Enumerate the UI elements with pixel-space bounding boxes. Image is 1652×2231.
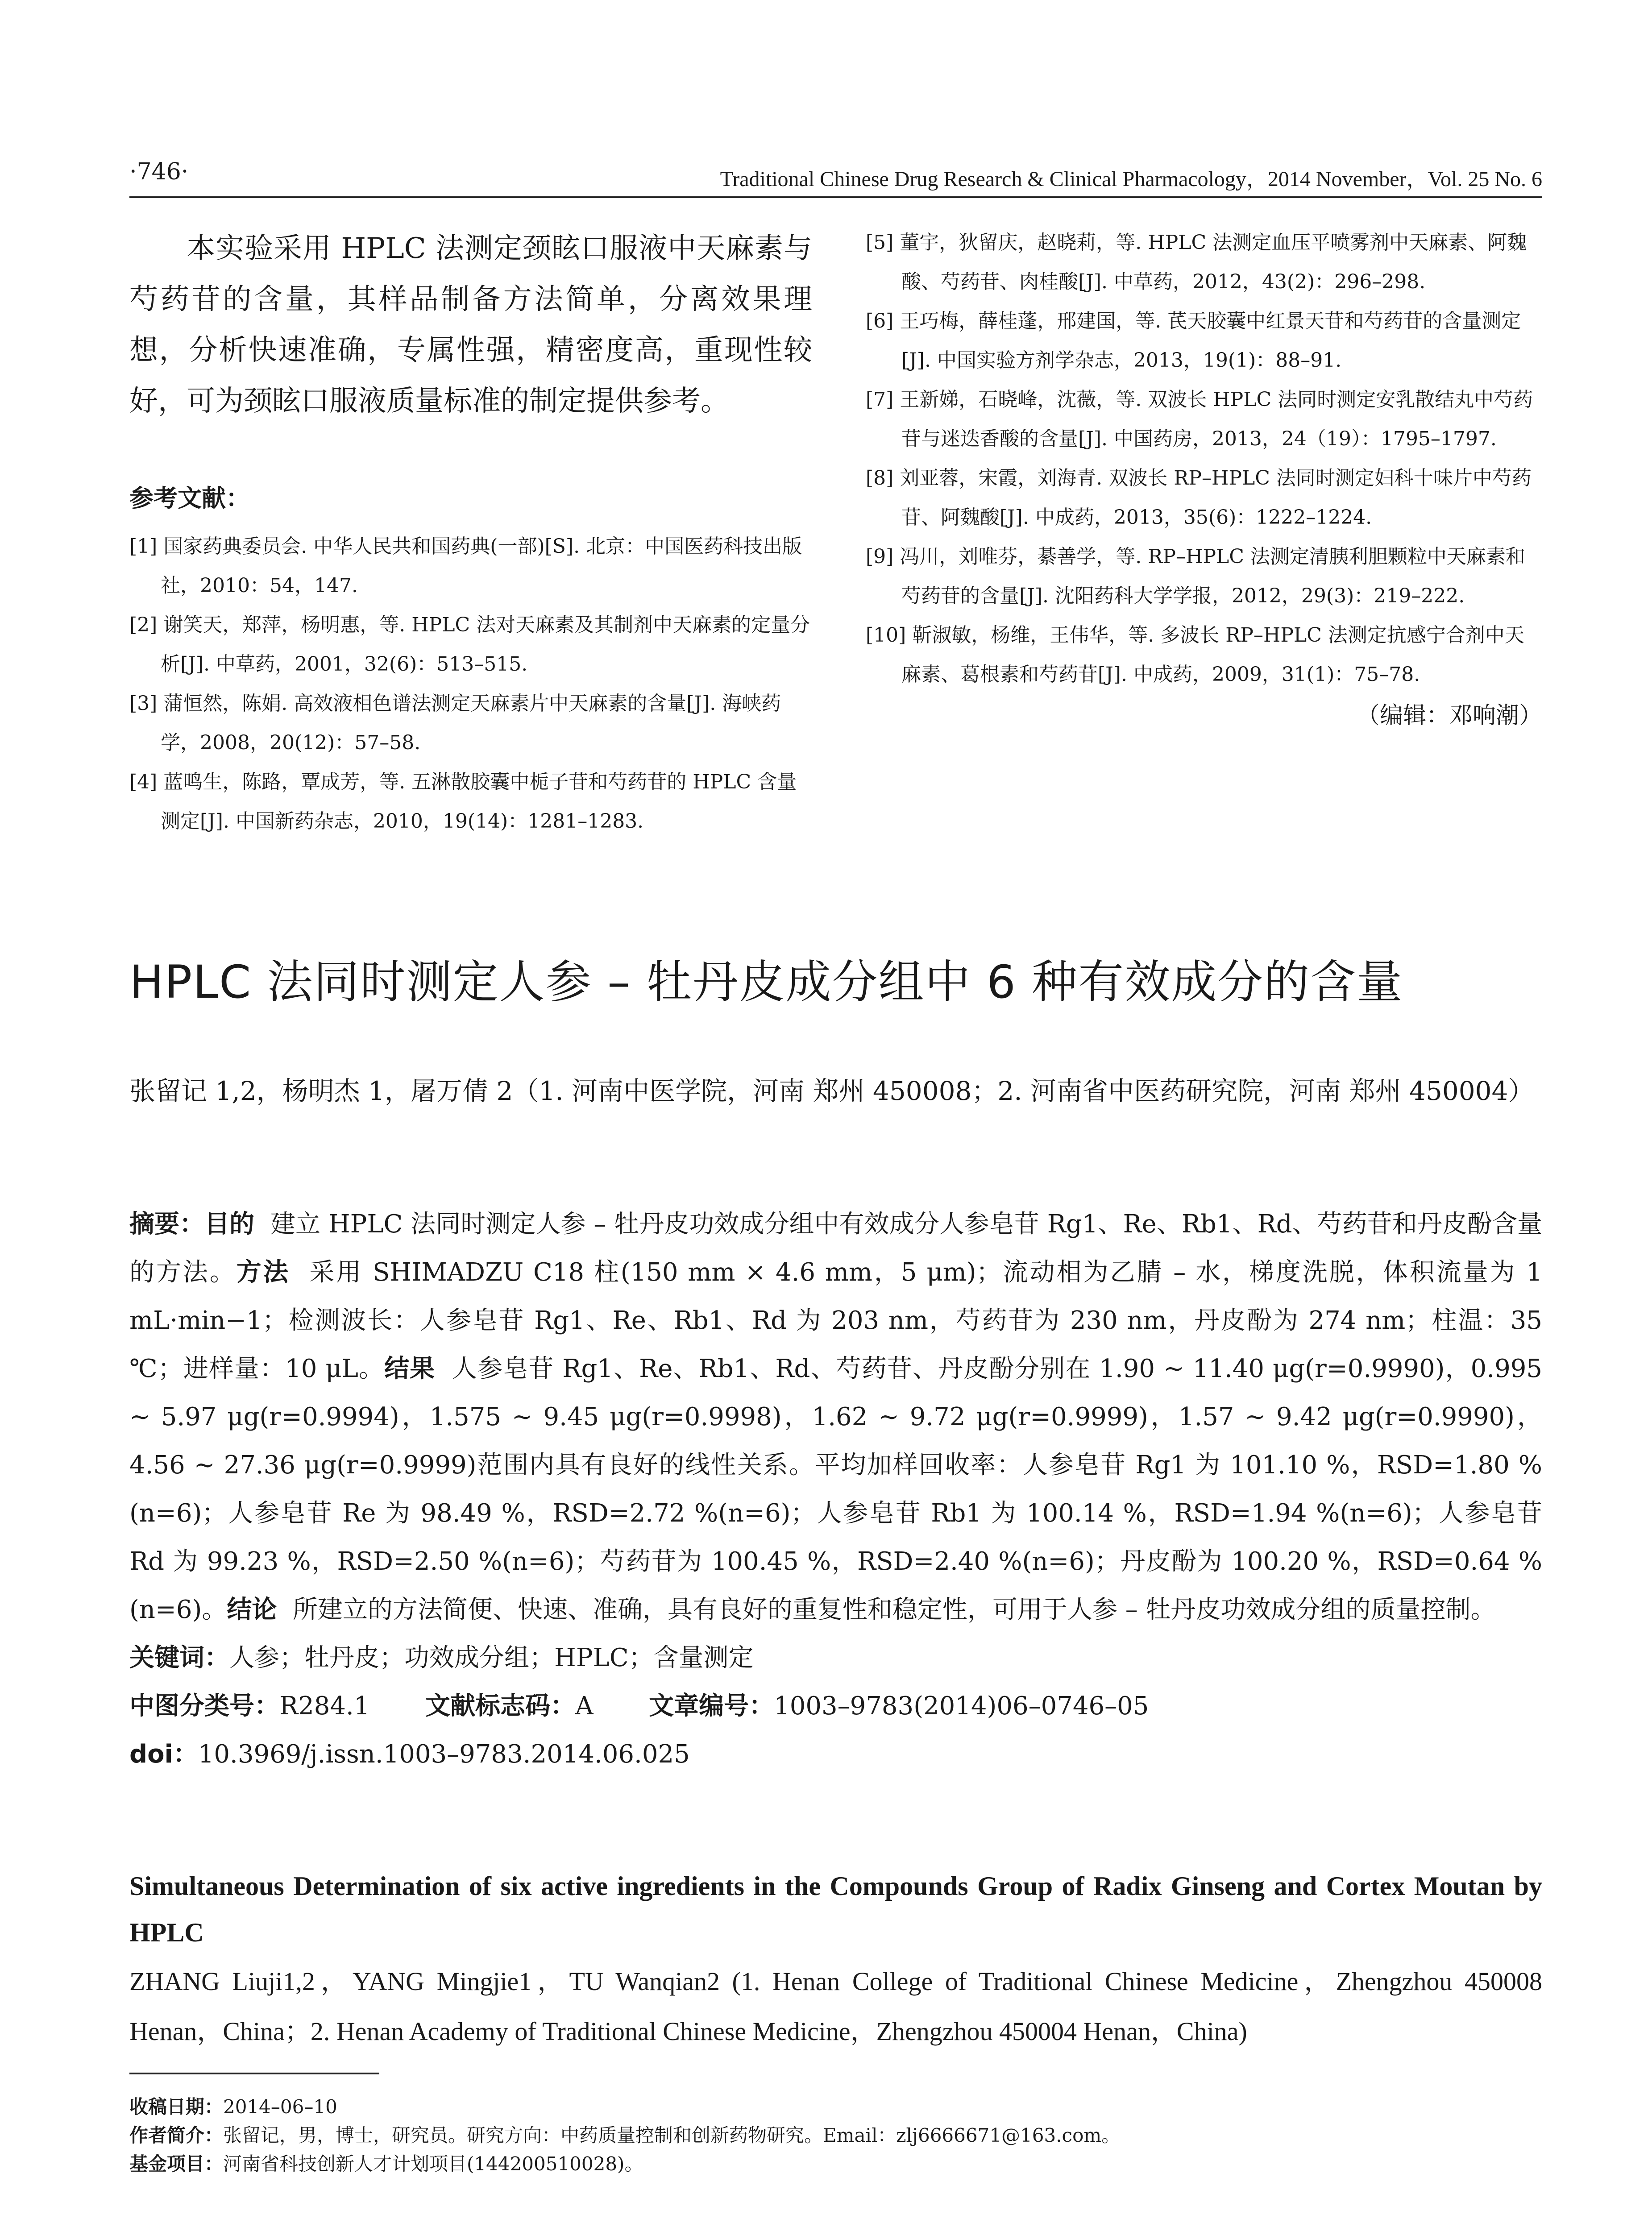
reference-item: [2] 谢笑天，郑萍，杨明惠，等. HPLC 法对天麻素及其制剂中天麻素的定量分析[J]. 中草药，2001，32(6)：513–515. bbox=[129, 614, 810, 676]
article-title: HPLC 法同时测定人参 – 牡丹皮成分组中 6 种有效成分的含量 bbox=[129, 956, 1403, 1009]
author-bio-line bbox=[129, 2121, 1542, 2150]
left-column bbox=[129, 223, 812, 841]
article-no-value: 1003–9783(2014)06–0746–05 bbox=[774, 1692, 1149, 1721]
doi-label: doi： bbox=[129, 1740, 198, 1769]
abstract-label: 摘要： bbox=[129, 1210, 205, 1239]
received-date: 2014–06–10 bbox=[223, 2096, 337, 2118]
reference-item: [8] 刘亚蓉，宋霞，刘海青. 双波长 RP–HPLC 法同时测定妇科十味片中芍药苷、阿魏酸[J]. 中成药，2013，35(6)：1222–1224. bbox=[866, 467, 1532, 529]
references-title: 参考文献： bbox=[129, 484, 250, 512]
abstract-block bbox=[129, 1200, 1542, 1779]
doc-code-value: A bbox=[575, 1692, 594, 1721]
result-label: 结果 bbox=[384, 1354, 436, 1383]
fund-line bbox=[129, 2150, 1542, 2178]
author-bio: 张留记，男，博士，研究员。研究方向：中药质量控制和创新药物研究。Email：zlj6666671@163.com。 bbox=[223, 2124, 1121, 2146]
editor-note: （编辑：邓响潮） bbox=[1356, 702, 1542, 729]
english-title: Simultaneous Determination of six active ingredients in the Compounds Group of Radix Ginseng and Cortex Moutan by HPLC bbox=[129, 1871, 1542, 1947]
method-text: 采用 SHIMADZU C18 柱(150 mm × 4.6 mm，5 μm)；流动相为乙腈 – 水，梯度洗脱，体积流量为 1 mL·min−1；检测波长：人参皂苷 Rg1、Re、Rb1、Rd 为 203 nm，芍药苷为 230 nm，丹皮酚为 274 nm；柱温：35 ℃；进样量：10 μL。 bbox=[129, 1258, 1542, 1383]
reference-item: [6] 王巧梅，薛桂蓬，邢建国，等. 芪天胶囊中红景天苷和芍药苷的含量测定[J]. 中国实验方剂学杂志，2013，19(1)：88–91. bbox=[866, 310, 1521, 372]
doi-value: 10.3969/j.issn.1003–9783.2014.06.025 bbox=[198, 1740, 690, 1769]
classification-line bbox=[129, 1682, 1542, 1730]
authors-affiliations: 张留记 1,2，杨明杰 1，屠万倩 2（1. 河南中医学院，河南 郑州 450008；2. 河南省中医药研究院，河南 郑州 450004） bbox=[129, 1076, 1534, 1106]
author-bio-label: 作者简介： bbox=[129, 2124, 224, 2146]
received-line bbox=[129, 2093, 1542, 2121]
reference-item: [1] 国家药典委员会. 中华人民共和国药典(一部)[S]. 北京：中国医药科技出版社，2010：54，147. bbox=[129, 535, 802, 597]
conclusion-paragraph: 本实验采用 HPLC 法测定颈眩口服液中天麻素与芍药苷的含量，其样品制备方法简单，分离效果理想，分析快速准确，专属性强，精密度高，重现性较好，可为颈眩口服液质量标准的制定提供参考。 bbox=[129, 232, 812, 418]
keywords-line bbox=[129, 1634, 1542, 1682]
journal-header: Traditional Chinese Drug Research & Clinical Pharmacology，2014 November，Vol. 25 No. 6 bbox=[720, 167, 1542, 191]
article-no-label: 文章编号： bbox=[649, 1692, 774, 1721]
header-rule bbox=[129, 196, 1542, 198]
conclusion-label: 结论 bbox=[227, 1595, 277, 1624]
footnote-rule bbox=[129, 2073, 379, 2074]
reference-item: [9] 冯川，刘唯芬，綦善学，等. RP–HPLC 法测定清胰利胆颗粒中天麻素和芍药苷的含量[J]. 沈阳药科大学学报，2012，29(3)：219–222. bbox=[866, 545, 1525, 607]
keywords-text: 人参；牡丹皮；功效成分组；HPLC；含量测定 bbox=[229, 1643, 754, 1672]
received-label: 收稿日期： bbox=[129, 2096, 224, 2118]
keywords-label: 关键词： bbox=[129, 1643, 229, 1672]
doi-line bbox=[129, 1730, 1542, 1779]
reference-item: [4] 蓝鸣生，陈路，覃成芳，等. 五淋散胶囊中栀子苷和芍药苷的 HPLC 含量测定[J]. 中国新药杂志，2010，19(14)：1281–1283. bbox=[129, 771, 797, 833]
objective-label: 目的 bbox=[204, 1210, 255, 1239]
reference-item: [3] 蒲恒然，陈娟. 高效液相色谱法测定天麻素片中天麻素的含量[J]. 海峡药学，2008，20(12)：57–58. bbox=[129, 692, 781, 754]
abstract-paragraph bbox=[129, 1200, 1542, 1634]
fund-label: 基金项目： bbox=[129, 2153, 224, 2175]
doc-code-label: 文献标志码： bbox=[425, 1692, 576, 1721]
reference-item: [5] 董宇，狄留庆，赵晓莉，等. HPLC 法测定血压平喷雾剂中天麻素、阿魏酸、芍药苷、肉桂酸[J]. 中草药，2012，43(2)：296–298. bbox=[866, 231, 1527, 293]
method-label: 方法 bbox=[236, 1258, 290, 1287]
reference-item: [7] 王新娣，石晓峰，沈薇，等. 双波长 HPLC 法同时测定安乳散结丸中芍药苷与迷迭香酸的含量[J]. 中国药房，2013，24（19）：1795–1797. bbox=[866, 388, 1533, 450]
footnotes bbox=[129, 2093, 1542, 2178]
english-authors: ZHANG Liuji1,2，YANG Mingjie1，TU Wanqian2 (1. Henan College of Traditional Chinese Medicine，Zhengzhou 450008 Henan，China；2. Henan Academy of Traditional Chinese Medicine，Zhengzhou 450004 Henan，China) bbox=[129, 1967, 1542, 2046]
right-column bbox=[866, 223, 1542, 737]
conclusion-text: 所建立的方法简便、快速、准确，具有良好的重复性和稳定性，可用于人参 – 牡丹皮功效成分组的质量控制。 bbox=[292, 1595, 1496, 1624]
objective-text: 建立 HPLC 法同时测定人参 – 牡丹皮功效成分组中有效成分人参皂苷 Rg1、Re、Rb1、Rd、芍药苷和丹皮酚含量的方法。 bbox=[129, 1210, 1543, 1287]
clc-label: 中图分类号： bbox=[129, 1692, 279, 1721]
clc-value: R284.1 bbox=[279, 1692, 370, 1721]
fund-text: 河南省科技创新人才计划项目(144200510028)。 bbox=[223, 2153, 643, 2175]
reference-item: [10] 靳淑敏，杨维，王伟华，等. 多波长 RP–HPLC 法测定抗感宁合剂中天麻素、葛根素和芍药苷[J]. 中成药，2009，31(1)：75–78. bbox=[866, 624, 1524, 686]
result-text: 人参皂苷 Rg1、Re、Rb1、Rd、芍药苷、丹皮酚分别在 1.90 ~ 11.40 μg(r=0.9990)，0.995 ~ 5.97 μg(r=0.9994)，1.575 ~ 9.45 μg(r=0.9998)，1.62 ~ 9.72 μg(r=0.9999)，1.57 ~ 9.42 μg(r=0.9990)，4.56 ~ 27.36 μg(r=0.9999)范围内具有良好的线性关系。平均加样回收率：人参皂苷 Rg1 为 101.10 %，RSD=1.80 %(n=6)；人参皂苷 Re 为 98.49 %，RSD=2.72 %(n=6)；人参皂苷 Rb1 为 100.14 %，RSD=1.94 %(n=6)；人参皂苷 Rd 为 99.23 %，RSD=2.50 %(n=6)；芍药苷为 100.45 %，RSD=2.40 %(n=6)；丹皮酚为 100.20 %，RSD=0.64 %(n=6)。 bbox=[129, 1354, 1542, 1624]
page-number: ·746· bbox=[129, 158, 189, 185]
